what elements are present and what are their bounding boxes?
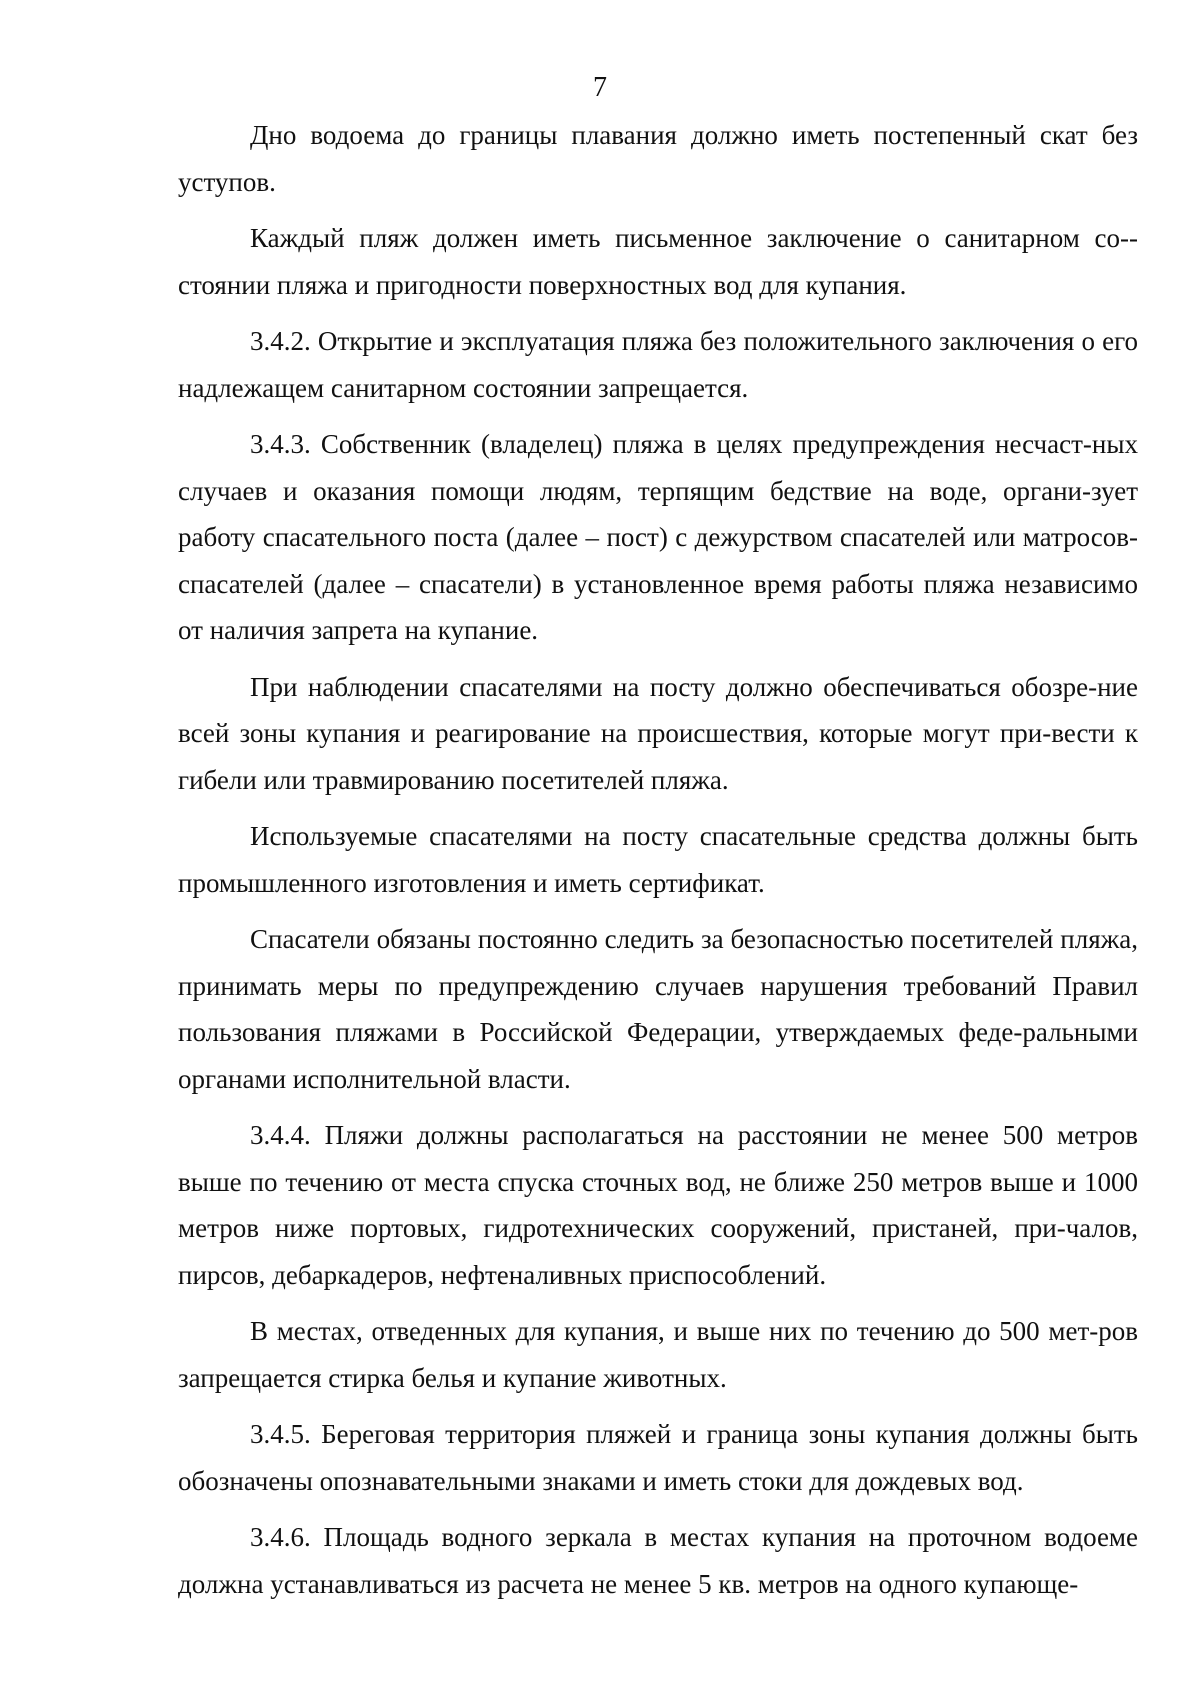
paragraph-3-4-5: 3.4.5. Береговая территория пляжей и граница зоны купания должны быть обозначены опознавательными знаками и иметь стоки для дождевых вод. [178,1419,1138,1496]
paragraph-3-4-4: 3.4.4. Пляжи должны располагаться на расстоянии не менее 500 метров выше по течению от места спуска сточных вод, не ближе 250 метров выше и 1000 метров ниже портовых, гидротехнических сооружений, пристаней, при-чалов, пирсов, дебаркадеров, нефтеналивных приспособлений. [178,1120,1138,1290]
page-number: 7 [593,72,607,103]
paragraph-3-4-2: 3.4.2. Открытие и эксплуатация пляжа без положительного заключения о его надлежащем санитарном состоянии запрещается. [178,326,1138,403]
paragraph-rescuers-duties: Спасатели обязаны постоянно следить за безопасностью посетителей пляжа, принимать меры по предупреждению случаев нарушения требований Правил пользования пляжами в Российской Федерации, утверждаемых феде-ральными органами исполнительной власти. [178,924,1138,1094]
paragraph-observation: При наблюдении спасателями на посту должно обеспечиваться обозре-ние всей зоны купания и реагирование на происшествия, которые могут при-вести к гибели или травмированию посетителей пляжа. [178,671,1138,795]
paragraph-laundry-ban: В местах, отведенных для купания, и выше них по течению до 500 мет-ров запрещается стирка белья и купание животных. [178,1316,1138,1393]
paragraph-sanitary-conclusion: Каждый пляж должен иметь письменное заключение о санитарном со-стоянии пляжа и пригодности поверхностных вод для купания. [178,223,1138,300]
document-body [178,112,1138,1617]
paragraph-rescue-equipment: Используемые спасателями на посту спасательные средства должны быть промышленного изготовления и иметь сертификат. [178,821,1138,898]
paragraph-bottom-slope: Дно водоема до границы плавания должно иметь постепенный скат без уступов. [178,120,1138,197]
paragraph-3-4-6: 3.4.6. Площадь водного зеркала в местах купания на проточном водоеме должна устанавливаться из расчета не менее 5 кв. метров на одного купающе- [178,1522,1138,1599]
paragraph-3-4-3: 3.4.3. Собственник (владелец) пляжа в целях предупреждения несчаст-ных случаев и оказания помощи людям, терпящим бедствие на воде, органи-зует работу спасательного поста (далее – пост) с дежурством спасателей или матросов-спасателей (далее – спасатели) в установленное время работы пляжа независимо от наличия запрета на купание. [178,429,1138,645]
